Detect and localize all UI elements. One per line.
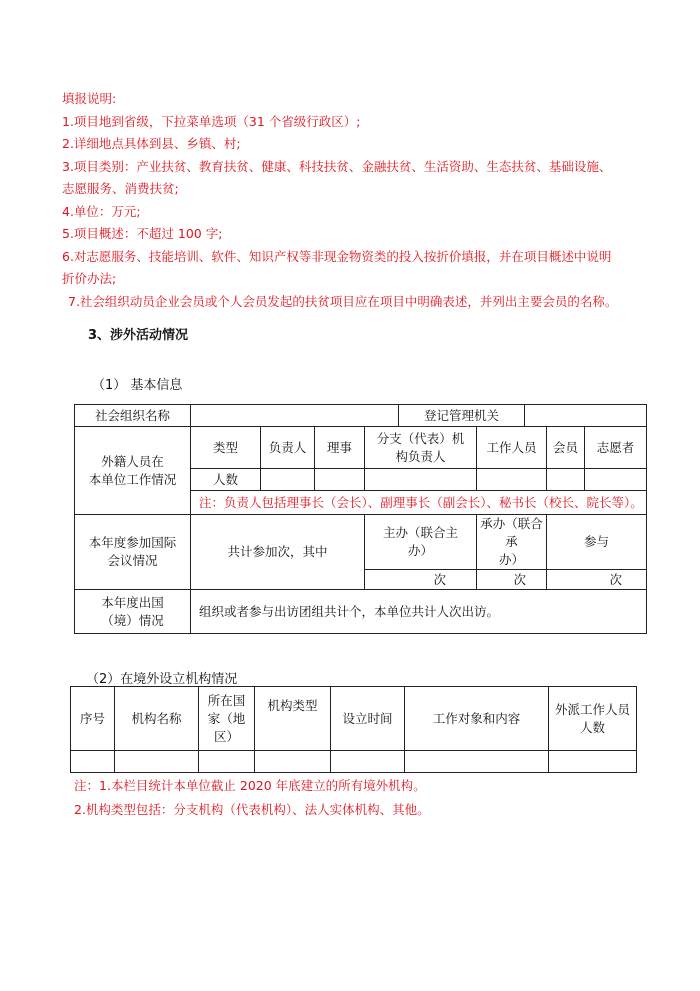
subsection-title-basic: （1） 基本信息 (92, 378, 183, 393)
instructions-title: 填报说明: (62, 91, 117, 106)
count-branch-leader[interactable] (365, 469, 477, 491)
registration-authority-cell[interactable] (525, 405, 647, 427)
count-leader[interactable] (261, 469, 315, 491)
header-staff-count: 外派工作人员 人数 (549, 687, 637, 751)
header-director: 理事 (315, 427, 365, 469)
header-staff: 工作人员 (477, 427, 547, 469)
instruction-line: 1.项目地到省级，下拉菜单选项（31 个省级行政区）; (62, 113, 361, 129)
leader-note: 注：负责人包括理事长（会长）、副理事长（副会长）、秘书长（校长、院长等）。 (191, 491, 647, 515)
instruction-line: 3.项目类别：产业扶贫、教育扶贫、健康、科技扶贫、金融扶贫、生活资助、生态扶贫、基础设施、 (62, 158, 612, 174)
participate-times[interactable]: 次 (547, 570, 647, 590)
header-setup-time: 设立时间 (331, 687, 405, 751)
instruction-line: 志愿服务、消费扶贫; (62, 181, 179, 196)
row-org-name[interactable] (115, 751, 199, 773)
overseas-org-table (70, 686, 637, 773)
undertake-label: 承办（联合承 办） (477, 515, 547, 570)
foreign-staff-label: 外籍人员在 本单位工作情况 (75, 427, 191, 515)
overseas-note-1: 注：1.本栏目统计本单位截止 2020 年底建立的所有境外机构。 (74, 778, 426, 793)
count-director[interactable] (315, 469, 365, 491)
row-setup-time[interactable] (331, 751, 405, 773)
header-org-name: 机构名称 (115, 687, 199, 751)
row-work[interactable] (405, 751, 549, 773)
header-volunteer: 志愿者 (585, 427, 647, 469)
conference-total: 共计参加次，其中 (191, 515, 365, 590)
header-member: 会员 (547, 427, 585, 469)
row-staff-count[interactable] (549, 751, 637, 773)
org-name-label: 社会组织名称 (75, 405, 191, 427)
header-branch-leader: 分支（代表）机 构负责人 (365, 427, 477, 469)
header-leader: 负责人 (261, 427, 315, 469)
basic-info-table (74, 404, 647, 634)
instruction-line: 2.详细地点具体到县、乡镇、村; (62, 136, 241, 151)
conference-label: 本年度参加国际 会议情况 (75, 515, 191, 590)
instruction-line: 4.单位：万元; (62, 203, 141, 219)
header-seq: 序号 (71, 687, 115, 751)
registration-authority-label: 登记管理机关 (399, 405, 525, 427)
undertake-times[interactable]: 次 (477, 570, 547, 590)
count-volunteer[interactable] (585, 469, 647, 491)
participate-label: 参与 (547, 515, 647, 570)
subsection-title-overseas: （2）在境外设立机构情况 (86, 672, 238, 687)
row-org-type[interactable] (255, 751, 331, 773)
section-title: 3、涉外活动情况 (88, 328, 189, 343)
host-label: 主办（联合主 办） (365, 515, 477, 570)
header-org-type: 机构类型 (255, 687, 331, 751)
host-times[interactable]: 次 (365, 570, 477, 590)
instruction-line: 折价办法; (62, 271, 117, 286)
org-name-cell[interactable] (191, 405, 399, 427)
count-member[interactable] (547, 469, 585, 491)
row-country[interactable] (199, 751, 255, 773)
header-work: 工作对象和内容 (405, 687, 549, 751)
header-type: 类型 (191, 427, 261, 469)
row-seq[interactable] (71, 751, 115, 773)
overseas-note-2: 2.机构类型包括：分支机构（代表机构）、法人实体机构、其他。 (74, 802, 430, 817)
count-staff[interactable] (477, 469, 547, 491)
instruction-line: 5.项目概述：不超过 100 字; (62, 226, 223, 241)
instructions (62, 88, 662, 313)
abroad-label: 本年度出国 （境）情况 (75, 590, 191, 634)
instruction-line: 6.对志愿服务、技能培训、软件、知识产权等非现金物资类的投入按折价填报，并在项目概述中说明 (62, 248, 612, 264)
abroad-text[interactable]: 组织或者参与出访团组共计个，本单位共计人次出访。 (191, 590, 647, 634)
header-country: 所在国 家（地 区） (199, 687, 255, 751)
count-label: 人数 (191, 469, 261, 491)
instruction-line: 7.社会组织动员企业会员或个人会员发起的扶贫项目应在项目中明确表述，并列出主要会员的名称。 (68, 293, 618, 309)
